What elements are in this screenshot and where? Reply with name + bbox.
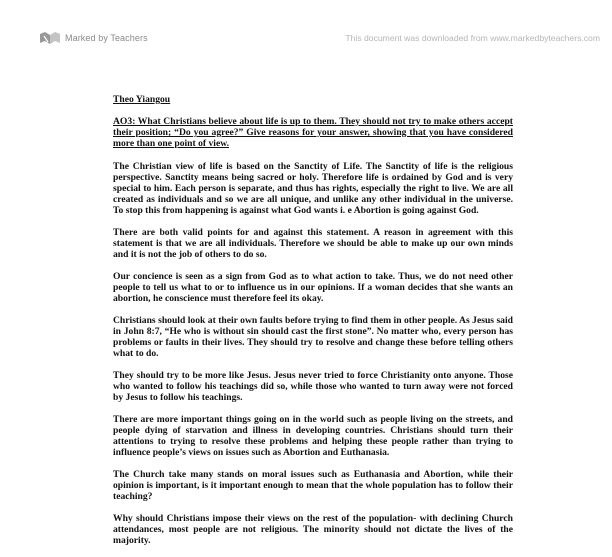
essay-question: AO3: What Christians believe about life is up to them. They should not try to make others accept their position; “Do you agree?” Give reasons for your answer, showing that you have considered more than one point of view. bbox=[113, 116, 513, 149]
paragraph-3: Our concience is seen as a sign from God as to what action to take. Thus, we do not need other people to tell us what to or to influence us in our opinions. If a woman decides that she wants an abortion, he conscience must therefore feel its okay. bbox=[113, 271, 513, 304]
download-note: This document was downloaded from www.markedbyteachers.com bbox=[345, 33, 600, 43]
marked-by-teachers-logo[interactable] bbox=[39, 29, 148, 47]
paragraph-6: There are more important things going on in the world such as people living on the streets, and people dying of starvation and illness in developing countries. Christians should turn their attentions to trying to resolve these problems and helping these people rather than trying to influence people’s views on issues such as Abortion and Euthanasia. bbox=[113, 414, 513, 458]
essay-body bbox=[113, 94, 513, 557]
paragraph-1: The Christian view of life is based on the Sanctity of Life. The Sanctity of life is the religious perspective. Sanctity means being sacred or holy. Therefore life is ordained by God and is very special to him. Each person is separate, and thus has rights, especially the right to live. We are all created as individuals and so we are all unique, and unlike any other individual in the universe. To stop this from happening is against what God wants i. e Abortion is going against God. bbox=[113, 161, 513, 216]
logo-icon bbox=[39, 30, 61, 46]
paragraph-2: There are both valid points for and against this statement. A reason in agreement with this statement is that we are all individuals. Therefore we should be able to make up our own minds and it is not the job of others to do so. bbox=[113, 227, 513, 260]
paragraph-5: They should try to be more like Jesus. Jesus never tried to force Christianity onto anyone. Those who wanted to follow his teachings did so, while those who wanted to turn away were not forced by Jesus to follow his teachings. bbox=[113, 370, 513, 403]
header-bar bbox=[0, 0, 612, 58]
paragraph-8: Why should Christians impose their views on the rest of the population- with declining Church attendances, most people are not religious. The minority should not dictate the lives of the majority. bbox=[113, 513, 513, 546]
paragraph-7: The Church take many stands on moral issues such as Euthanasia and Abortion, while their opinion is important, is it important enough to mean that the whole population has to follow their teaching? bbox=[113, 469, 513, 502]
logo-text: Marked by Teachers bbox=[65, 33, 148, 43]
paragraph-4: Christians should look at their own faults before trying to find them in other people. As Jesus said in John 8:7, “He who is without sin should cast the first stone”. No matter who, every person has problems or faults in their lives. They should try to resolve and change these before telling others what to do. bbox=[113, 315, 513, 359]
author-name: Theo Yiangou bbox=[113, 94, 171, 105]
